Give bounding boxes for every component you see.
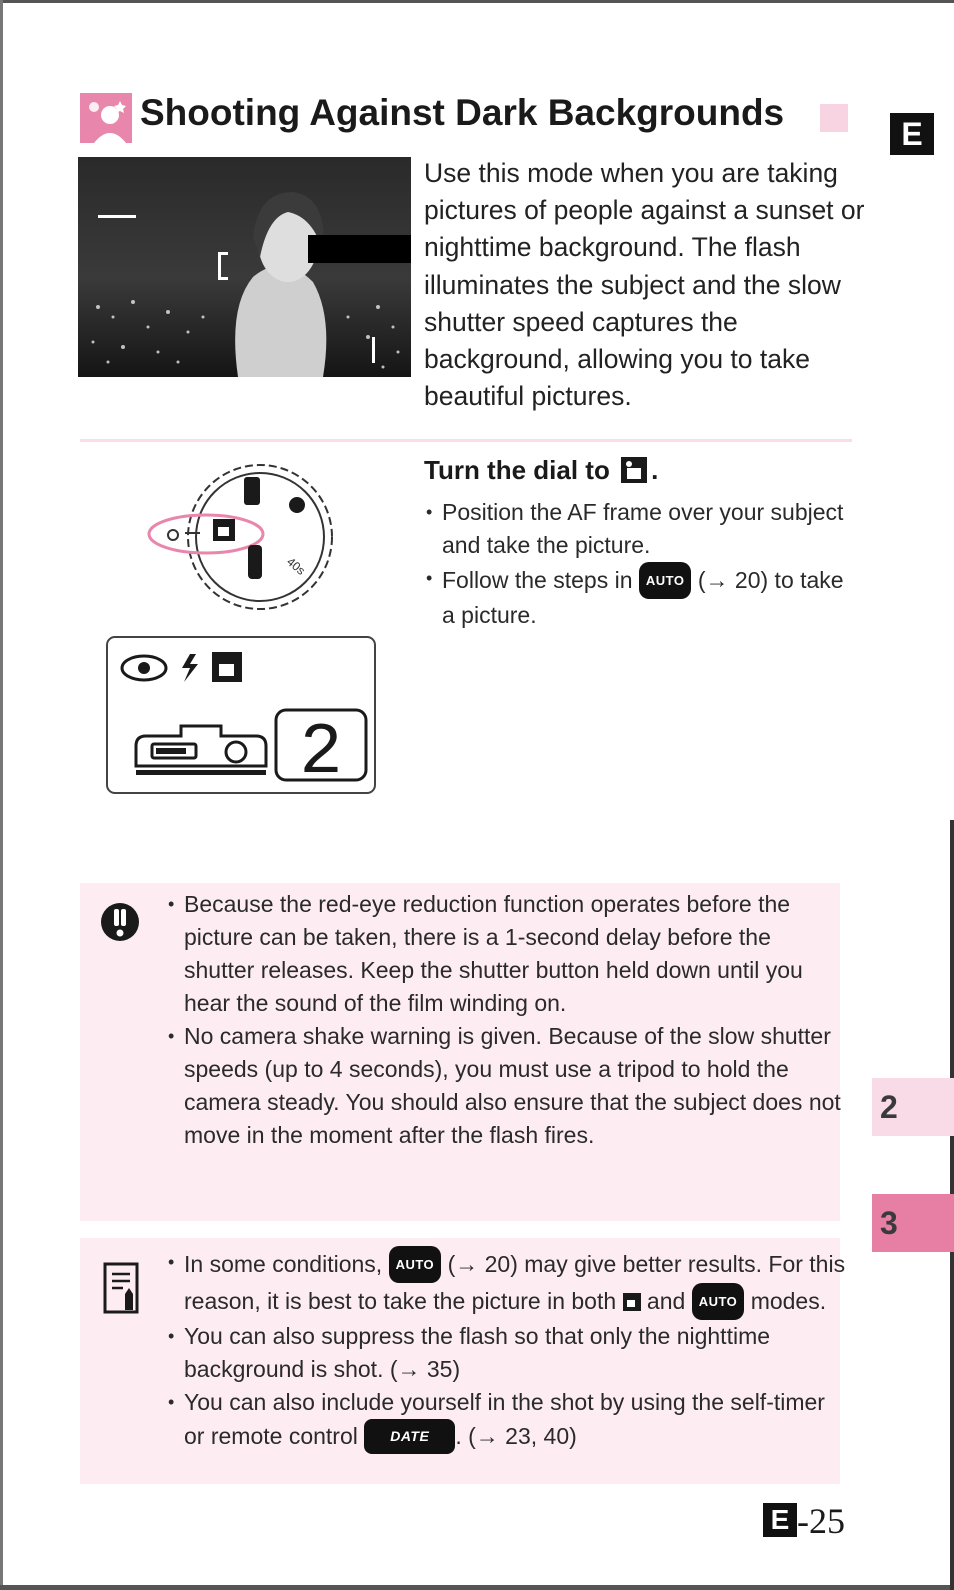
page-bottom-border	[0, 1585, 954, 1590]
steps-section	[424, 455, 854, 632]
step-heading-text: Turn the dial to	[424, 455, 610, 485]
step-item: • Position the AF frame over your subject and take the picture.	[424, 496, 854, 562]
memo-text: modes.	[750, 1288, 827, 1314]
page-number	[763, 1500, 845, 1542]
chapter-tab-3[interactable]: 3	[872, 1194, 954, 1252]
sample-night-portrait-photo	[78, 157, 411, 377]
night-portrait-mode-icon	[80, 93, 132, 143]
intro-text: Use this mode when you are taking pictures of people against a sunset or nighttime background. The flash illuminates the subject and the slow shutter speed captures the background, allowing you to take beautiful pictures.	[424, 158, 865, 412]
memo-icon	[103, 1262, 139, 1314]
caution-item: • Because the red-eye reduction function operates before the picture can be taken, there is a 1-second delay before the shutter releases. Keep the shutter button held down until you hear the sound of the film winding on.	[166, 888, 846, 1020]
mode-dial-illustration	[140, 455, 370, 620]
step-item	[424, 562, 854, 632]
step-item-text: Follow the steps in	[442, 567, 633, 593]
memo-item	[166, 1386, 846, 1454]
step-item-reference: (→ 20) to take a picture.	[442, 567, 844, 628]
memo-list	[166, 1246, 846, 1454]
memo-text: In some conditions,	[184, 1251, 383, 1277]
intro-paragraph	[424, 155, 874, 415]
memo-text: and	[646, 1288, 686, 1314]
page-title: Shooting Against Dark Backgrounds	[140, 92, 785, 133]
auto-mode-badge: AUTO	[639, 562, 692, 599]
memo-item: • You can also suppress the flash so that only the nighttime background is shot. (→ 35)	[166, 1320, 846, 1386]
lcd-frame-counter: 2	[299, 712, 343, 794]
chapter-tab-2[interactable]: 2	[872, 1078, 954, 1136]
memo-text: . (→ 23, 40)	[455, 1423, 577, 1449]
page-left-border	[0, 0, 3, 1590]
auto-mode-badge: AUTO	[389, 1246, 442, 1283]
memo-item	[166, 1246, 846, 1320]
memo-notes	[166, 1246, 846, 1454]
lcd-panel-illustration	[106, 636, 376, 794]
page-number-value: -25	[797, 1501, 845, 1541]
step-list	[424, 496, 854, 632]
page-prefix-badge: E	[763, 1503, 797, 1537]
caution-list	[166, 888, 846, 1152]
night-mode-icon	[621, 457, 647, 490]
section-divider	[80, 439, 852, 442]
page-top-border	[0, 0, 954, 3]
caution-item: • No camera shake warning is given. Because of the slow shutter speeds (up to 4 seconds), you must use a tripod to hold the camera steady. You should also ensure that the subject does not move in the moment after the flash fires.	[166, 1020, 846, 1152]
auto-mode-badge: AUTO	[692, 1283, 745, 1320]
language-badge: E	[890, 113, 934, 155]
memo-text: (→ 20) may give better results. For this reason, it is best to take the picture in both	[184, 1251, 846, 1314]
caution-notes	[166, 888, 846, 1152]
caution-icon	[98, 900, 142, 944]
svg-text:40s: 40s	[284, 554, 308, 578]
step-heading	[424, 455, 854, 490]
title-accent-square	[820, 104, 848, 132]
night-mode-icon	[623, 1293, 641, 1311]
step-heading-period: .	[651, 455, 659, 485]
memo-text: You can also include yourself in the shot by using the self-timer or remote control	[184, 1389, 825, 1449]
date-remote-badge: DATE	[364, 1419, 455, 1454]
